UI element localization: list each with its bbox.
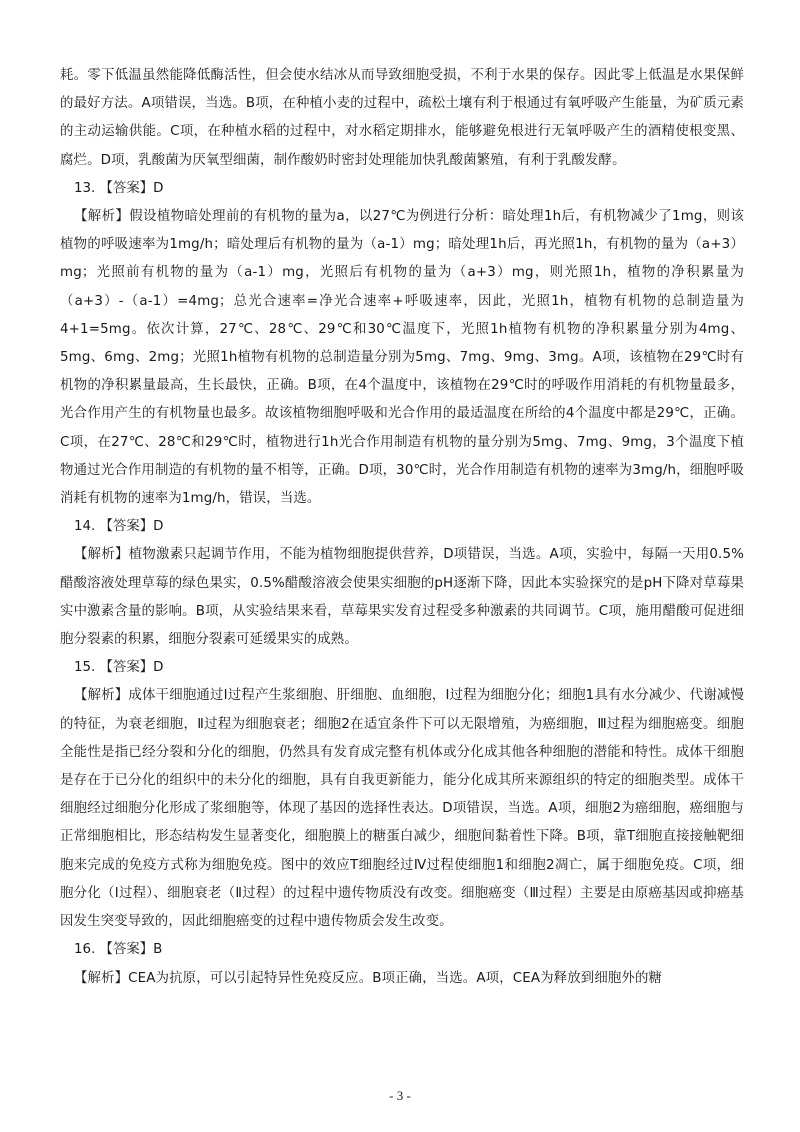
answer-q14: 14. 【答案】D	[74, 519, 164, 535]
answer-q15: 15. 【答案】D	[74, 660, 164, 676]
analysis-q16: 【解析】CEA为抗原，可以引起特异性免疫反应。B项正确，当选。A项，CEA为释放到细胞外的糖	[74, 970, 663, 986]
analysis-q14: 【解析】植物激素只起调节作用，不能为植物细胞提供营养，D项错误，当选。A项，实验中，每隔一天用0.5%醋酸溶液处理草莓的绿色果实，0.5%醋酸溶液会使果实细胞的pH逐渐下降，因此本实验探究的是pH下降对草莓果实中激素含量的影响。B项，从实验结果来看，草莓果实发育过程受多种激素的共同调节。C项，施用醋酸可促进细胞分裂素的积累，细胞分裂素可延缓果实的成熟。	[60, 547, 744, 648]
analysis-q13: 【解析】假设植物暗处理前的有机物的量为a，以27℃为例进行分析：暗处理1h后，有机物减少了1mg，则该植物的呼吸速率为1mg/h；暗处理后有机物的量为（a-1）mg；暗处理1h后，再光照1h，有机物的量为（a+3）mg；光照前有机物的量为（a-1）mg，光照后有机物的量为（a+3）mg，则光照1h，植物的净积累量为（a+3）-（a-1）=4mg；总光合速率=净光合速率+呼吸速率，因此，光照1h，植物有机物的总制造量为4+1=5mg。依次计算，27℃、28℃、29℃和30℃温度下，光照1h植物有机物的净积累量分别为4mg、5mg、6mg、2mg；光照1h植物有机物的总制造量分别为5mg、7mg、9mg、3mg。A项，该植物在29℃时有机物的净积累量最高，生长最快，正确。B项，在4个温度中，该植物在29℃时的呼吸作用消耗的有机物量最多，光合作用产生的有机物量也最多。故该植物细胞呼吸和光合作用的最适温度在所给的4个温度中都是29℃，正确。C项，在27℃、28℃和29℃时，植物进行1h光合作用制造有机物的量分别为5mg、7mg、9mg，3个温度下植物通过光合作用制造的有机物的量不相等，正确。D项，30℃时，光合作用制造有机物的速率为3mg/h，细胞呼吸消耗有机物的速率为1mg/h，错误，当选。	[60, 209, 744, 507]
page-number: - 3 -	[389, 1088, 411, 1103]
document-page	[60, 62, 744, 993]
paragraph-q12-continuation: 耗。零下低温虽然能降低酶活性，但会使水结冰从而导致细胞受损，不利于水果的保存。因此零上低温是水果保鲜的最好方法。A项错误，当选。B项，在种植小麦的过程中，疏松土壤有利于根通过有氧呼吸产生能量，为矿质元素的主动运输供能。C项，在种植水稻的过程中，对水稻定期排水，能够避免根进行无氧呼吸产生的酒精使根变黑、腐烂。D项，乳酸菌为厌氧型细菌，制作酸奶时密封处理能加快乳酸菌繁殖，有利于乳酸发酵。	[60, 68, 744, 168]
answer-q16: 16. 【答案】B	[74, 942, 163, 958]
answer-q13: 13. 【答案】D	[74, 180, 164, 196]
analysis-q15: 【解析】成体干细胞通过I过程产生浆细胞、肝细胞、血细胞，I过程为细胞分化；细胞1具有水分减少、代谢减慢的特征，为衰老细胞，Ⅱ过程为细胞衰老；细胞2在适宜条件下可以无限增殖，为癌细胞，Ⅲ过程为细胞癌变。细胞全能性是指已经分裂和分化的细胞，仍然具有发育成完整有机体或分化成其他各种细胞的潜能和特性。成体干细胞是存在于已分化的组织中的未分化的细胞，具有自我更新能力，能分化成其所来源组织的特定的细胞类型。成体干细胞经过细胞分化形成了浆细胞等，体现了基因的选择性表达。D项错误，当选。A项，细胞2为癌细胞，癌细胞与正常细胞相比，形态结构发生显著变化，细胞膜上的糖蛋白减少，细胞间黏着性下降。B项，靠T细胞直接接触靶细胞来完成的免疫方式称为细胞免疫。图中的效应T细胞经过Ⅳ过程使细胞1和细胞2凋亡，属于细胞免疫。C项，细胞分化（I过程）、细胞衰老（Ⅱ过程）的过程中遗传物质没有改变。细胞癌变（Ⅲ过程）主要是由原癌基因或抑癌基因发生突变导致的，因此细胞癌变的过程中遗传物质会发生改变。	[60, 688, 744, 930]
